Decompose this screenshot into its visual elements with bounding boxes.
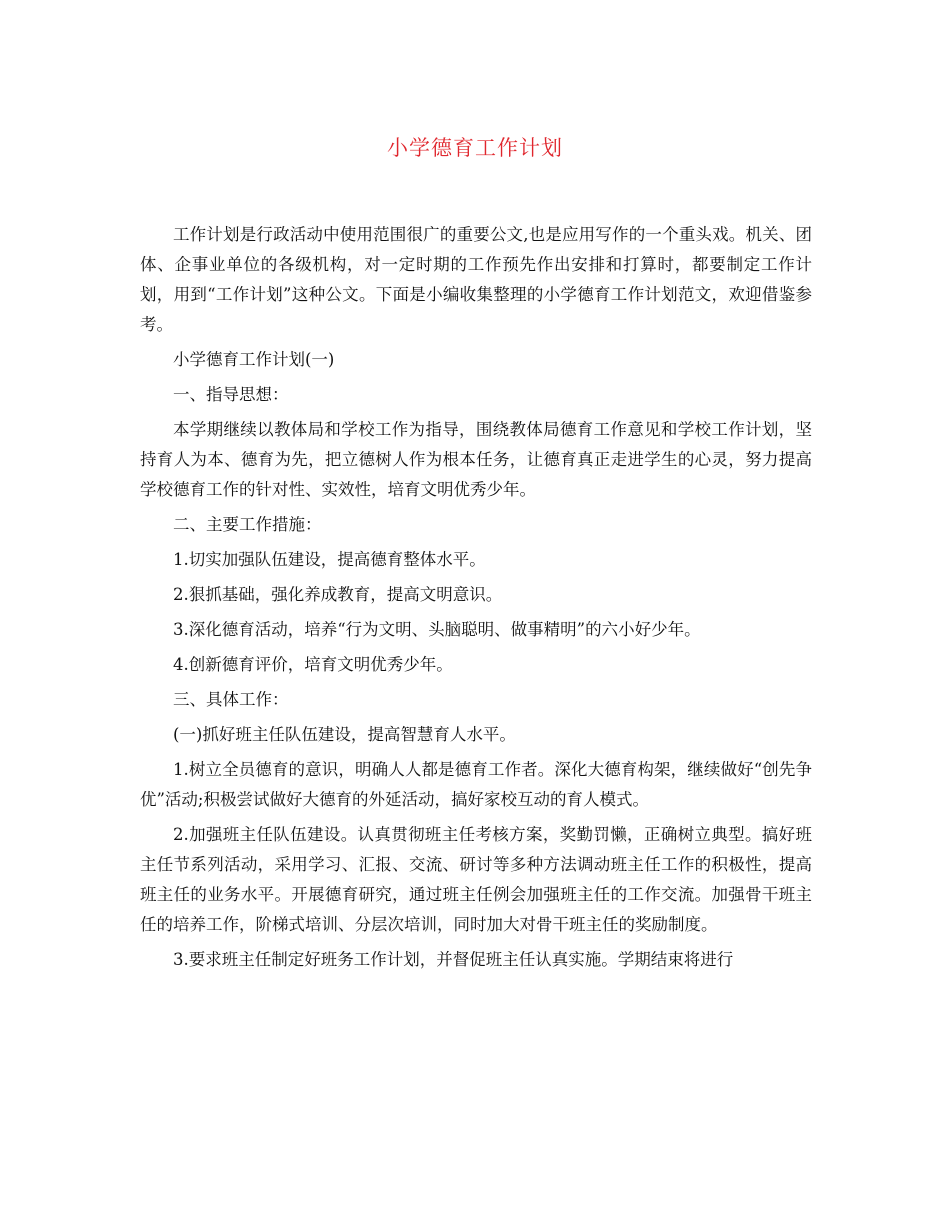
paragraph-measure-3: 3.深化德育活动，培养“行为文明、头脑聪明、做事精明”的六小好少年。	[173, 620, 701, 639]
paragraph-measure-4: 4.创新德育评价，培育文明优秀少年。	[173, 655, 453, 674]
paragraph-item-2: 2.加强班主任队伍建设。认真贯彻班主任考核方案，奖勤罚懒，正确树立典型。搞好班主任节系列活动，采用学习、汇报、交流、研讨等多种方法调动班主任工作的积极性，提高班主任的业务水平。开展德育研究，通过班主任例会加强班主任的工作交流。加强骨干班主任的培养工作，阶梯式培训、分层次培训，同时加大对骨干班主任的奖励制度。	[140, 825, 812, 934]
paragraph-section-1-heading: 一、指导思想：	[173, 385, 289, 404]
paragraph-section-2-heading: 二、主要工作措施：	[173, 515, 322, 534]
paragraph-plan-heading: 小学德育工作计划(一)	[173, 350, 335, 369]
paragraph-measure-1: 1.切实加强队伍建设，提高德育整体水平。	[173, 550, 486, 569]
paragraph-item-1: 1.树立全员德育的意识，明确人人都是德育工作者。深化大德育构架，继续做好“创先争优”活动;积极尝试做好大德育的外延活动，搞好家校互动的育人模式。	[140, 760, 812, 809]
paragraph-item-3: 3.要求班主任制定好班务工作计划，并督促班主任认真实施。学期结束将进行	[173, 950, 734, 969]
document-body	[140, 220, 812, 980]
paragraph-section-3-heading: 三、具体工作：	[173, 690, 289, 709]
paragraph-measure-2: 2.狠抓基础，强化养成教育，提高文明意识。	[173, 585, 503, 604]
document-title: 小学德育工作计划	[387, 136, 563, 160]
paragraph-guiding-thought: 本学期继续以教体局和学校工作为指导，围绕教体局德育工作意见和学校工作计划，坚持育人为本、德育为先，把立德树人作为根本任务，让德育真正走进学生的心灵，努力提高学校德育工作的针对性、实效性，培育文明优秀少年。	[140, 420, 812, 499]
paragraph-subsection-1-heading: (一)抓好班主任队伍建设，提高智慧育人水平。	[173, 725, 516, 744]
paragraph-intro: 工作计划是行政活动中使用范围很广的重要公文,也是应用写作的一个重头戏。机关、团体、企事业单位的各级机构，对一定时期的工作预先作出安排和打算时，都要制定工作计划，用到“工作计划”这种公文。下面是小编收集整理的小学德育工作计划范文，欢迎借鉴参考。	[140, 225, 812, 334]
